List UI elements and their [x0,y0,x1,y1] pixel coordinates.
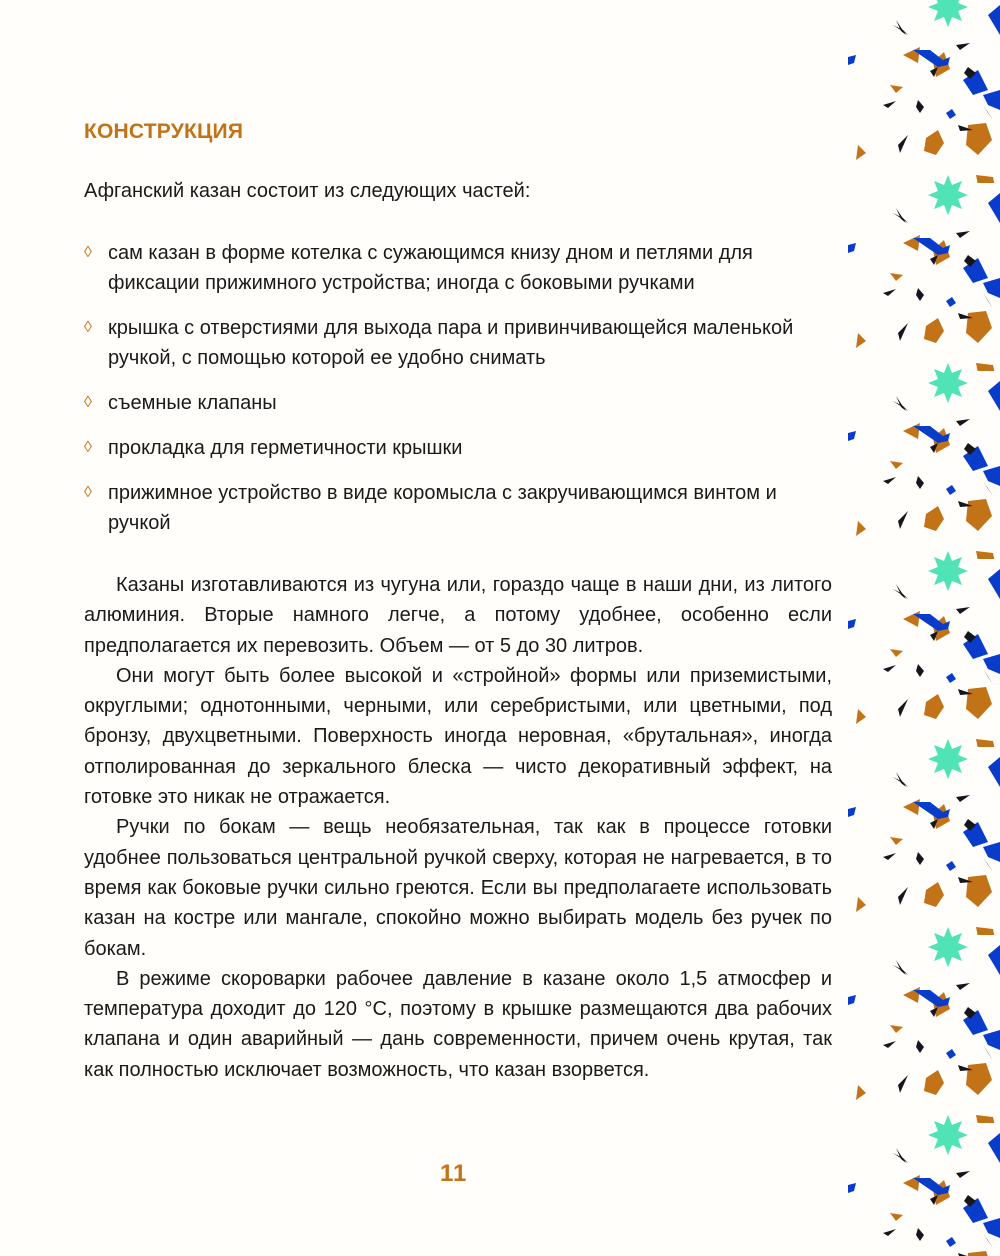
body-text [84,570,832,1085]
paragraph: Они могут быть более высокой и «стройной» формы или приземистыми, округлыми; однотонными, черными, или серебристыми, или цветными, под бронзу, двухцветными. Поверхность иногда неровная, «брутальная», иногда отполированная до зеркального блеска — чисто декоративный эффект, на готовке это никак не отражается. [84,664,832,809]
intro-text: Афганский казан состоит из следующих частей: [84,180,531,202]
list-item [84,313,832,373]
paragraph: В режиме скороварки рабочее давление в казане около 1,5 атмосфер и температура доходит до 120 °C, поэтому в крышке размещаются два рабочих клапана и один аварийный — дань современности, причем очень крутая, так как полностью исключает возможность, что казан взорвется. [84,967,832,1081]
diamond-outline-icon: ◊ [84,394,92,411]
list-item-text: прокладка для герметичности крышки [108,437,463,459]
diamond-outline-icon: ◊ [84,439,92,456]
page-number: 11 [440,1160,468,1187]
list-item [84,433,832,463]
diamond-outline-icon: ◊ [84,244,92,261]
list-item-text: прижимное устройство в виде коромысла с закручивающимся винтом и ручкой [108,482,777,534]
diamond-outline-icon: ◊ [84,484,92,501]
list-item-text: сам казан в форме котелка с сужающимся книзу дном и петлями для фиксации прижимного устройства; иногда с боковыми ручками [108,242,753,294]
list-item-text: крышка с отверстиями для выхода пара и привинчивающейся маленькой ручкой, с помощью которой ее удобно снимать [108,317,794,369]
diamond-outline-icon: ◊ [84,319,92,336]
ornament-border [848,0,1000,1256]
list-item [84,478,832,538]
list-item-text: съемные клапаны [108,392,277,414]
paragraph: Казаны изготавливаются из чугуна или, гораздо чаще в наши дни, из литого алюминия. Вторые намного легче, а потому удобнее, особенно если предполагается их перевозить. Объем — от 5 до 30 литров. [84,574,832,657]
section-heading: КОНСТРУКЦИЯ [84,120,244,143]
parts-list [84,238,832,553]
list-item [84,388,832,418]
list-item [84,238,832,298]
paragraph: Ручки по бокам — вещь необязательная, так как в процессе готовки удобнее пользоваться центральной ручкой сверху, которая не нагревается, в то время как боковые ручки сильно греются. Если вы предполагаете использовать казан на костре или мангале, спокойно можно выбирать модель без ручек по бокам. [84,816,832,960]
